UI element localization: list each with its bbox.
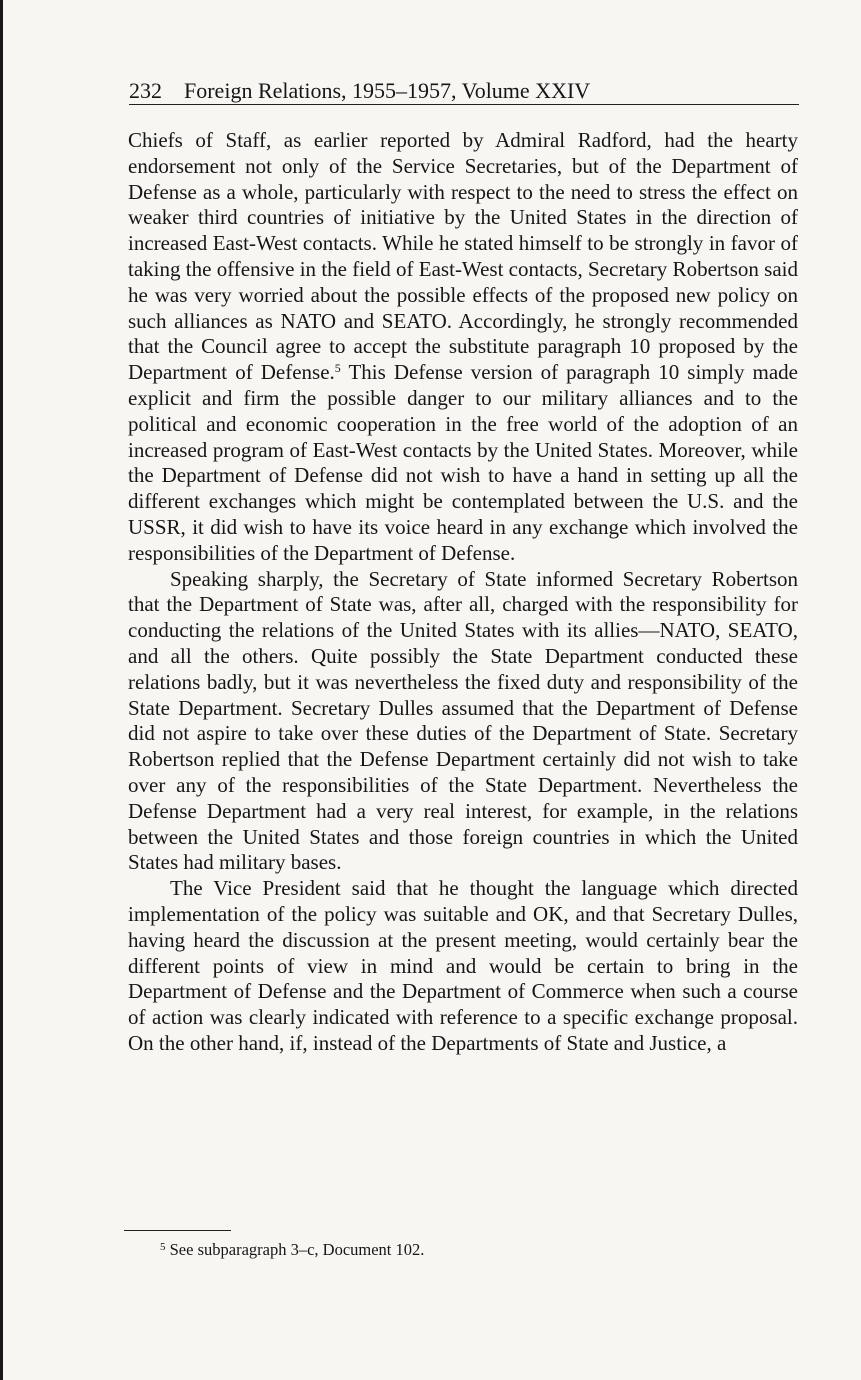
running-title: Foreign Relations, 1955–1957, Volume XXIV (184, 78, 591, 103)
paragraph-2: Speaking sharply, the Secretary of State informed Secretary Robertson that the Department of State was, after all, charged with the responsibility for conducting the relations of the United States with its allies—NATO, SEATO, and all the others. Quite possibly the State Department conducted these relations badly, but it was nevertheless the fixed duty and responsibility of the State Department. Secretary Dulles assumed that the Department of Defense did not aspire to take over these duties of the Department of State. Secretary Robertson replied that the Defense Department certainly did not wish to take over any of the responsibilities of the State Department. Nevertheless the Defense Department had a very real interest, for example, in the relations between the United States and those foreign countries in which the United States had military bases. (128, 566, 798, 875)
page-number: 232 (129, 78, 162, 103)
footnote-marker: 5 (160, 1241, 166, 1253)
footnote-text: See subparagraph 3–c, Document 102. (169, 1240, 425, 1259)
paragraph-3: The Vice President said that he thought the language which directed implementation of the policy was suitable and OK, and that Secretary Dulles, having heard the discussion at the present meeting, would certainly bear the different points of view in mind and would be certain to bring in the Department of Defense and the Department of Commerce when such a course of action was clearly indicated with reference to a specific exchange proposal. On the other hand, if, instead of the Departments of State and Justice, a (128, 876, 798, 1055)
running-head (129, 78, 799, 105)
footnote-reference[interactable]: 5 (334, 361, 341, 376)
footnote-rule (124, 1230, 231, 1231)
page-edge (0, 0, 3, 1380)
paragraph-1 (128, 128, 798, 567)
footnote (160, 1240, 424, 1260)
body-text (128, 128, 798, 1057)
paragraph-1-part-b: This Defense version of paragraph 10 simply made explicit and firm the possible danger to our military alliances and to the political and economic cooperation in the free world of the adoption of an increased program of East-West contacts by the United States. Moreover, while the Department of Defense did not wish to have a hand in setting up all the different exchanges which might be contemplated between the U.S. and the USSR, it did wish to have its voice heard in any exchange which involved the responsibilities of the Department of Defense. (128, 360, 798, 565)
paragraph-1-part-a: Chiefs of Staff, as earlier reported by Admiral Radford, had the hearty endorsement not only of the Service Secretaries, but of the Department of Defense as a whole, particularly with respect to the need to stress the effect on weaker third countries of initiative by the United States in the direction of increased East-West contacts. While he stated himself to be strongly in favor of taking the offensive in the field of East-West contacts, Secretary Robertson said he was very worried about the possible effects of the proposed new policy on such alliances as NATO and SEATO. Accordingly, he strongly recommended that the Council agree to accept the substitute paragraph 10 proposed by the Department of Defense. (128, 128, 798, 385)
